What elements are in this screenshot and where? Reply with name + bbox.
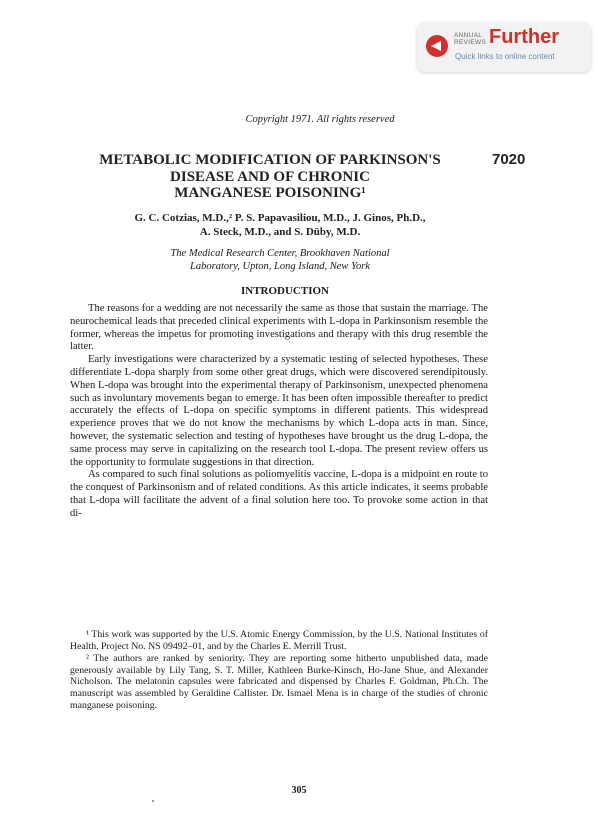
page-number: 305	[291, 785, 307, 796]
author-line: G. C. Cotzias, M.D.,² P. S. Papavasiliou, M.D., J. Ginos, Ph.D.,	[134, 212, 426, 224]
copyright-notice: Copyright 1971. All rights reserved	[245, 114, 395, 125]
title-line: MANGANESE POISONING¹	[174, 185, 366, 201]
affiliation	[60, 247, 500, 273]
affiliation-line: The Medical Research Center, Brookhaven National	[170, 248, 390, 259]
section-heading: INTRODUCTION	[240, 285, 329, 297]
article-title	[60, 152, 480, 202]
footnote: ² The authors are ranked by seniority. They are reporting some hitherto unpublished data, made generously available by Lily Tang, S. T. Miller, Kathleen Burke-Kinsch, Ho-Jane Shue, and Alexander Nicholson. The melatonin capsules were fabricated and dispensed by Charles F. Goldman, Ph.Ch. The manuscript was assembled by Geraldine Callister. Dr. Ismael Mena is in charge of the studies of chronic manganese poisoning.	[70, 653, 488, 711]
author-line: A. Steck, M.D., and S. Düby, M.D.	[199, 226, 361, 238]
footnotes	[70, 629, 488, 712]
scan-speck	[152, 800, 154, 802]
paragraph: Early investigations were characterized by a systematic testing of selected hypotheses. These differentiate L-dopa sharply from some other great drugs, which were discovered serendipitously. When L-dopa was brought into the experimental therapy of Parkinsonism, unexpected phenomena such as involuntary movements began to emerge. It has been often impossible thereafter to predict accurately the effects of L-dopa on specific symptoms in different patients. This widespread experience proves that we do not know the mechanisms by which L-dopa acts in man. Since, however, the systematic selection and testing of hypotheses have brought us the drug L-dopa, the same process may serve in capitalizing on the research tool L-dopa. The present review offers us the opportunity to formulate suggestions in that direction.	[70, 354, 488, 468]
title-line: METABOLIC MODIFICATION OF PARKINSON'S	[99, 152, 441, 168]
further-label: Further	[489, 26, 559, 48]
body-text	[70, 303, 488, 521]
paragraph: The reasons for a wedding are not necessarily the same as those that sustain the marriage. The neurochemical leads that preceded clinical experiments with L-dopa in Parkinsonism resemble the former, whereas the impetus for promoting investigations and therapy with this drug resemble the latter.	[70, 303, 488, 353]
affiliation-line: Laboratory, Upton, Long Island, New York	[190, 261, 370, 272]
paragraph: As compared to such final solutions as poliomyelitis vaccine, L-dopa is a midpoint en route to the conquest of Parkinsonism and of related conditions. As this article indicates, it seems probable that L-dopa will facilitate the advent of a final solution here too. To provoke some action in that di-	[70, 469, 488, 519]
annual-reviews-label: ANNUAL REVIEWS	[454, 32, 487, 46]
annual-reviews-logo-icon	[426, 35, 448, 57]
further-banner[interactable]	[417, 22, 591, 72]
further-subtitle: Quick links to online content	[455, 52, 555, 61]
title-line: DISEASE AND OF CHRONIC	[170, 168, 370, 185]
footnote: ¹ This work was supported by the U.S. Atomic Energy Commission, by the U.S. National Institutes of Health, Project No. NS 09492–01, and by the Charles E. Merrill Trust.	[70, 629, 488, 652]
handwritten-page-code: 7020	[492, 151, 526, 168]
author-list	[60, 211, 500, 239]
